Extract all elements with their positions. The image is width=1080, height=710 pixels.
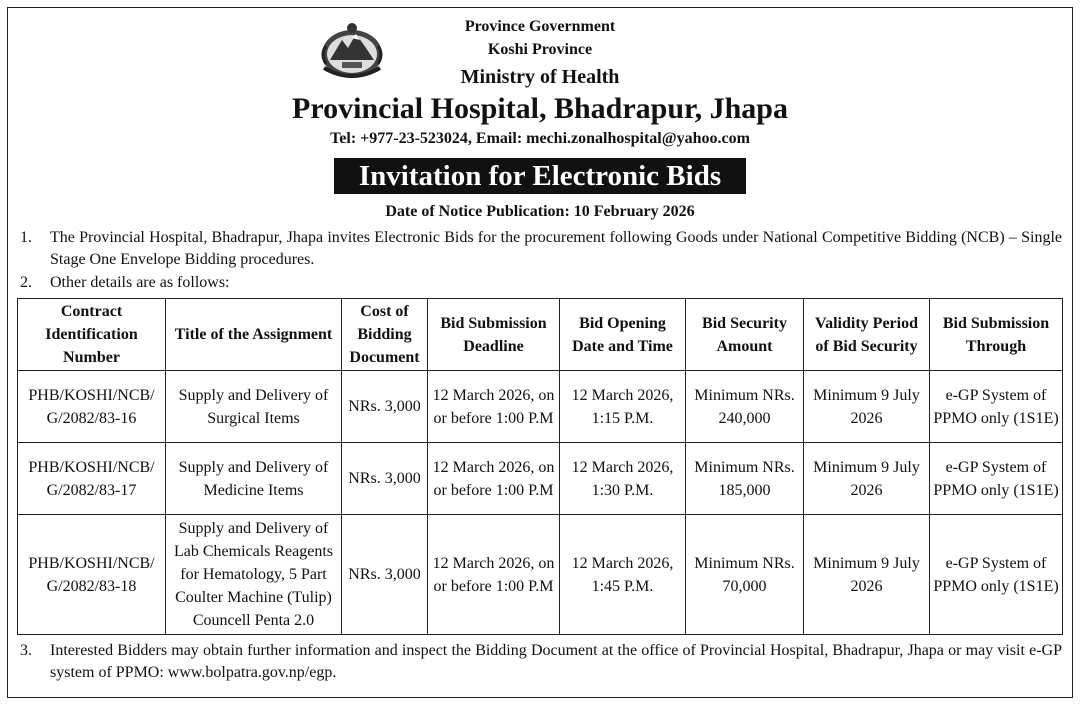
table-cell: NRs. 3,000 — [342, 515, 428, 635]
contact-info: Tel: +977-23-523024, Email: mechi.zonalhospital@yahoo.com — [330, 130, 750, 147]
table-cell: 12 March 2026, 1:45 P.M. — [560, 515, 686, 635]
table-row — [18, 515, 1063, 635]
paragraph-text: Interested Bidders may obtain further information and inspect the Bidding Document at the office of Provincial Hospital, Bhadrapur, Jhapa or may visit e-GP system of PPMO: www.bolpatra.gov.np/egp. — [50, 642, 1062, 681]
column-header: Contract Identification Number — [18, 299, 166, 371]
paragraph-2 — [20, 272, 1062, 294]
table-header-row — [18, 299, 1063, 371]
table-cell: PHB/KOSHI/NCB/ G/2082/83-18 — [18, 515, 166, 635]
column-header: Bid Security Amount — [686, 299, 804, 371]
bid-details-table — [17, 298, 1063, 635]
table-cell: e-GP System of PPMO only (1S1E) — [930, 443, 1063, 515]
column-header: Bid Opening Date and Time — [560, 299, 686, 371]
table-cell: Supply and Delivery of Lab Chemicals Reagents for Hematology, 5 Part Coulter Machine (Tulip) Councell Penta 2.0 — [166, 515, 342, 635]
table-cell: 12 March 2026, 1:15 P.M. — [560, 371, 686, 443]
notice-title: Invitation for Electronic Bids — [334, 158, 746, 194]
hospital-name: Provincial Hospital, Bhadrapur, Jhapa — [292, 92, 788, 125]
paragraph-number: 1. — [20, 229, 32, 246]
paragraph-text: The Provincial Hospital, Bhadrapur, Jhapa invites Electronic Bids for the procurement following Goods under National Competitive Bidding (NCB) – Single Stage One Envelope Bidding procedures. — [50, 229, 1062, 268]
table-cell: Minimum 9 July 2026 — [804, 371, 930, 443]
table-cell: Minimum NRs. 70,000 — [686, 515, 804, 635]
province-name: Koshi Province — [487, 41, 593, 58]
paragraph-3 — [20, 640, 1062, 684]
paragraph-text: Other details are as follows: — [50, 274, 230, 291]
table-cell: 12 March 2026, on or before 1:00 P.M — [428, 443, 560, 515]
table-cell: e-GP System of PPMO only (1S1E) — [930, 515, 1063, 635]
table-cell: Minimum 9 July 2026 — [804, 443, 930, 515]
table-cell: Supply and Delivery of Medicine Items — [166, 443, 342, 515]
column-header: Title of the Assignment — [166, 299, 342, 371]
paragraph-number: 2. — [20, 274, 32, 291]
column-header: Bid Submission Through — [930, 299, 1063, 371]
table-cell: e-GP System of PPMO only (1S1E) — [930, 371, 1063, 443]
table-row — [18, 443, 1063, 515]
column-header: Validity Period of Bid Security — [804, 299, 930, 371]
notice-header — [0, 0, 1080, 220]
column-header: Bid Submission Deadline — [428, 299, 560, 371]
table-cell: Minimum NRs. 240,000 — [686, 371, 804, 443]
table-cell: Minimum NRs. 185,000 — [686, 443, 804, 515]
table-cell: Supply and Delivery of Surgical Items — [166, 371, 342, 443]
table-cell: 12 March 2026, on or before 1:00 P.M — [428, 515, 560, 635]
table-cell: PHB/KOSHI/NCB/ G/2082/83-16 — [18, 371, 166, 443]
table-cell: PHB/KOSHI/NCB/ G/2082/83-17 — [18, 443, 166, 515]
table-cell: NRs. 3,000 — [342, 443, 428, 515]
paragraph-number: 3. — [20, 642, 32, 659]
publication-date: Date of Notice Publication: 10 February 2026 — [385, 203, 695, 220]
table-cell: 12 March 2026, 1:30 P.M. — [560, 443, 686, 515]
table-cell: NRs. 3,000 — [342, 371, 428, 443]
column-header: Cost of Bidding Document — [342, 299, 428, 371]
paragraph-1 — [20, 227, 1062, 271]
province-government-label: Province Government — [464, 18, 616, 35]
table-row — [18, 371, 1063, 443]
table-cell: 12 March 2026, on or before 1:00 P.M — [428, 371, 560, 443]
ministry-name: Ministry of Health — [460, 66, 620, 88]
table-cell: Minimum 9 July 2026 — [804, 515, 930, 635]
